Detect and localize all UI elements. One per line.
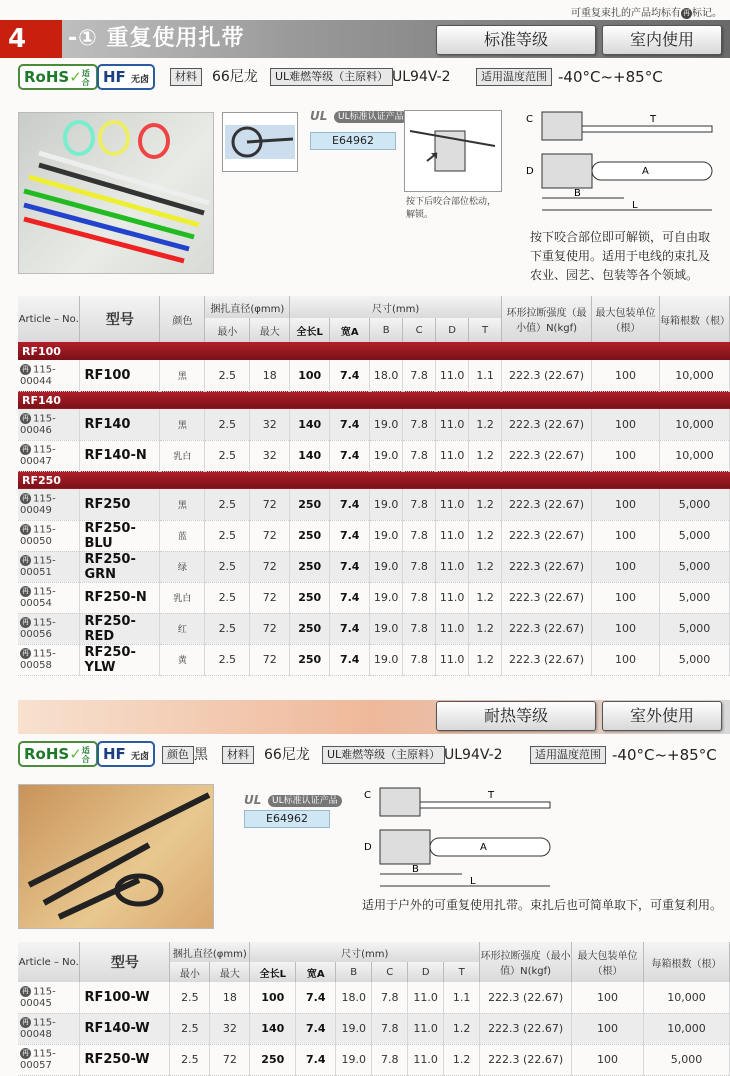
description-1: 按下咬合部位即可解锁，可自由取下重复使用。适用于电线的束扎及农业、园艺、包装等各个领域。 xyxy=(530,230,711,282)
dim-c-label: C xyxy=(526,114,533,125)
dimension-diagram xyxy=(524,110,724,220)
max-cell: 32 xyxy=(250,409,290,440)
c-cell: 7.8 xyxy=(372,1013,408,1044)
width-cell: 7.4 xyxy=(330,520,370,551)
width-cell: 7.4 xyxy=(296,982,336,1013)
material-label: 材料 xyxy=(170,68,202,86)
tensile-cell: 222.3 (22.67) xyxy=(502,613,592,644)
d-cell: 11.0 xyxy=(408,1044,444,1075)
model-name: RF250-RED xyxy=(80,613,160,644)
table-row xyxy=(18,613,730,644)
min-cell: 2.5 xyxy=(205,613,250,644)
length-cell: 250 xyxy=(290,613,330,644)
group-header: RF100 xyxy=(18,342,730,360)
d-cell: 11.0 xyxy=(408,982,444,1013)
d-cell: 11.0 xyxy=(436,551,469,582)
article-number: 再 115-00054 xyxy=(18,582,80,613)
length-cell: 250 xyxy=(290,489,330,520)
pack-cell: 100 xyxy=(592,409,660,440)
tensile-cell: 222.3 (22.67) xyxy=(502,644,592,675)
col2-t: T xyxy=(444,962,480,982)
b-cell: 19.0 xyxy=(370,440,403,471)
d-cell: 11.0 xyxy=(436,489,469,520)
max-cell: 32 xyxy=(250,440,290,471)
b-cell: 19.0 xyxy=(370,644,403,675)
reuse-mark-icon: 再 xyxy=(22,494,29,502)
tensile-cell: 222.3 (22.67) xyxy=(502,409,592,440)
col-max: 最大 xyxy=(250,318,290,342)
c-cell: 7.8 xyxy=(403,409,436,440)
b-cell: 19.0 xyxy=(336,1044,372,1075)
ring-tie-icon xyxy=(223,113,297,171)
max-cell: 18 xyxy=(210,982,250,1013)
model-name: RF140 xyxy=(80,409,160,440)
c-cell: 7.8 xyxy=(372,982,408,1013)
article-number: 再 115-00048 xyxy=(18,1013,80,1044)
reuse-mark-icon: 再 xyxy=(22,445,29,454)
article-number: 再 115-00058 xyxy=(18,644,80,675)
temp-label-2: 适用温度范围 xyxy=(530,746,606,764)
model-name: RF140-W xyxy=(80,1013,170,1044)
dim-a-label-2: A xyxy=(480,842,487,853)
box-cell: 5,000 xyxy=(659,613,729,644)
color-value-2: 黑 xyxy=(194,747,208,763)
ul-value: UL94V-2 xyxy=(392,69,451,85)
c-cell: 7.8 xyxy=(403,613,436,644)
t-cell: 1.2 xyxy=(469,520,502,551)
col2-size: 尺寸(mm) xyxy=(250,942,480,962)
col-bundle: 捆扎直径(φmm) xyxy=(205,296,290,318)
col-d: D xyxy=(436,318,469,342)
pack-cell: 100 xyxy=(592,440,660,471)
b-cell: 18.0 xyxy=(370,360,403,391)
table-row xyxy=(18,520,730,551)
dim-b-label: B xyxy=(574,188,581,199)
description-2: 适用于户外的可重复使用扎带。束扎后也可简单取下，可重复利用。 xyxy=(362,898,723,912)
dim-b-label-2: B xyxy=(412,864,419,875)
color-cell: 黑 xyxy=(160,489,205,520)
width-cell: 7.4 xyxy=(330,613,370,644)
tensile-cell: 222.3 (22.67) xyxy=(502,551,592,582)
min-cell: 2.5 xyxy=(205,644,250,675)
t-cell: 1.1 xyxy=(444,982,480,1013)
reuse-mark-icon: 再 xyxy=(22,987,29,995)
color-cell: 黑 xyxy=(160,360,205,391)
length-cell: 250 xyxy=(290,644,330,675)
pack-cell: 100 xyxy=(592,551,660,582)
dim-l-label: L xyxy=(632,200,638,211)
col2-model: 型号 xyxy=(80,942,170,982)
model-name: RF100-W xyxy=(80,982,170,1013)
b-cell: 19.0 xyxy=(370,489,403,520)
t-cell: 1.2 xyxy=(469,489,502,520)
max-cell: 72 xyxy=(250,520,290,551)
length-cell: 100 xyxy=(250,982,296,1013)
c-cell: 7.8 xyxy=(403,551,436,582)
table-row xyxy=(18,1044,730,1075)
max-cell: 72 xyxy=(250,489,290,520)
box-cell: 5,000 xyxy=(659,582,729,613)
pack-cell: 100 xyxy=(592,613,660,644)
t-cell: 1.2 xyxy=(469,440,502,471)
table-row xyxy=(18,489,730,520)
reuse-mark-icon: 再 xyxy=(22,414,29,422)
c-cell: 7.8 xyxy=(403,644,436,675)
table-row xyxy=(18,440,730,471)
col2-max: 最大 xyxy=(210,962,250,982)
length-cell: 140 xyxy=(290,440,330,471)
ul-logo: UL xyxy=(310,109,328,123)
ul-logo-2: UL xyxy=(244,793,262,807)
t-cell: 1.2 xyxy=(444,1044,480,1075)
col-box: 每箱根数（根） xyxy=(659,296,729,342)
d-cell: 11.0 xyxy=(436,613,469,644)
min-cell: 2.5 xyxy=(205,582,250,613)
reuse-mark-icon: 再 xyxy=(22,556,29,565)
t-cell: 1.2 xyxy=(469,551,502,582)
tensile-cell: 222.3 (22.67) xyxy=(502,360,592,391)
col2-a: 宽A xyxy=(296,962,336,982)
ul-cert-number-2: E64962 xyxy=(244,810,330,828)
b-cell: 19.0 xyxy=(370,551,403,582)
top-note: 可重复束扎的产品均标有 再 标记。 xyxy=(571,8,722,19)
width-cell: 7.4 xyxy=(330,440,370,471)
reuse-mark-icon: 再 xyxy=(22,649,29,658)
b-cell: 19.0 xyxy=(370,520,403,551)
table-row xyxy=(18,360,730,391)
width-cell: 7.4 xyxy=(330,409,370,440)
spec-table-1 xyxy=(18,296,730,676)
grade-tag-2: 耐热等级 xyxy=(436,701,596,731)
min-cell: 2.5 xyxy=(205,409,250,440)
min-cell: 2.5 xyxy=(205,489,250,520)
pack-cell: 100 xyxy=(592,360,660,391)
col-min: 最小 xyxy=(205,318,250,342)
d-cell: 11.0 xyxy=(436,644,469,675)
box-cell: 5,000 xyxy=(659,489,729,520)
length-cell: 140 xyxy=(250,1013,296,1044)
model-name: RF250-N xyxy=(80,582,160,613)
dim-t-label-2: T xyxy=(488,790,495,801)
reuse-mark-icon: 再 xyxy=(22,618,29,627)
col-color: 颜色 xyxy=(160,296,205,342)
length-cell: 250 xyxy=(250,1044,296,1075)
t-cell: 1.2 xyxy=(469,409,502,440)
release-caption: 按下后咬合部位松动，解锁。 xyxy=(406,197,497,220)
pack-cell: 100 xyxy=(592,489,660,520)
ul-cert-number: E64962 xyxy=(310,132,396,150)
max-cell: 72 xyxy=(210,1044,250,1075)
section-number: 4 xyxy=(0,20,62,58)
material-value: 66尼龙 xyxy=(212,69,258,85)
ul-label: UL难燃等级（主原料） xyxy=(270,68,393,86)
col-pack: 最大包装单位（根） xyxy=(592,296,660,342)
color-cell: 黄 xyxy=(160,644,205,675)
rohs-badge: RoHS✓适合 xyxy=(18,64,98,90)
max-cell: 72 xyxy=(250,644,290,675)
reuse-mark-icon: 再 xyxy=(22,587,29,596)
col-b: B xyxy=(370,318,403,342)
tensile-cell: 222.3 (22.67) xyxy=(502,582,592,613)
model-name: RF250-W xyxy=(80,1044,170,1075)
ul-badge: UL标准认证产品 xyxy=(334,111,408,123)
length-cell: 250 xyxy=(290,582,330,613)
temp-value-2: -40°C~+85°C xyxy=(612,746,717,764)
article-number: 再 115-00056 xyxy=(18,613,80,644)
spec-table-2 xyxy=(18,942,730,1076)
section-title: -① 重复使用扎带 xyxy=(68,26,245,51)
tensile-cell: 222.3 (22.67) xyxy=(502,440,592,471)
pack-cell: 100 xyxy=(572,1013,644,1044)
color-cell: 乳白 xyxy=(160,582,205,613)
max-cell: 72 xyxy=(250,582,290,613)
d-cell: 11.0 xyxy=(436,360,469,391)
col2-l: 全长L xyxy=(250,962,296,982)
b-cell: 19.0 xyxy=(370,582,403,613)
c-cell: 7.8 xyxy=(403,440,436,471)
rohs-badge-2: RoHS✓适合 xyxy=(18,741,98,767)
box-cell: 5,000 xyxy=(644,1044,730,1075)
b-cell: 19.0 xyxy=(370,409,403,440)
model-name: RF140-N xyxy=(80,440,160,471)
article-number: 再 115-00057 xyxy=(18,1044,80,1075)
table-row xyxy=(18,982,730,1013)
col-a: 宽A xyxy=(330,318,370,342)
col-c: C xyxy=(403,318,436,342)
hf-badge-2: HF 无卤 xyxy=(97,741,155,767)
width-cell: 7.4 xyxy=(330,644,370,675)
tensile-cell: 222.3 (22.67) xyxy=(502,489,592,520)
group-header: RF140 xyxy=(18,391,730,409)
model-name: RF250 xyxy=(80,489,160,520)
table-row xyxy=(18,409,730,440)
dim-d-label: D xyxy=(526,166,534,177)
table-row xyxy=(18,1013,730,1044)
article-number: 再 115-00049 xyxy=(18,489,80,520)
box-cell: 10,000 xyxy=(644,1013,730,1044)
reuse-mark-icon: 再 xyxy=(22,1018,29,1027)
reuse-mark-icon: 再 xyxy=(22,1049,29,1058)
min-cell: 2.5 xyxy=(170,1044,210,1075)
article-number: 再 115-00050 xyxy=(18,520,80,551)
b-cell: 18.0 xyxy=(336,982,372,1013)
article-number: 再 115-00045 xyxy=(18,982,80,1013)
c-cell: 7.8 xyxy=(403,582,436,613)
col2-b: B xyxy=(336,962,372,982)
box-cell: 10,000 xyxy=(659,409,729,440)
col2-tensile: 环形拉断强度（最小值）N(kgf) xyxy=(480,942,572,982)
col-model: 型号 xyxy=(80,296,160,342)
color-cell: 黑 xyxy=(160,409,205,440)
width-cell: 7.4 xyxy=(330,360,370,391)
article-number: 再 115-00044 xyxy=(18,360,80,391)
box-cell: 10,000 xyxy=(659,440,729,471)
col2-article: Article – No. xyxy=(18,942,80,982)
col2-box: 每箱根数（根） xyxy=(644,942,730,982)
min-cell: 2.5 xyxy=(205,440,250,471)
ul-badge-2: UL标准认证产品 xyxy=(268,795,342,807)
width-cell: 7.4 xyxy=(330,551,370,582)
color-cell: 蓝 xyxy=(160,520,205,551)
article-number: 再 115-00051 xyxy=(18,551,80,582)
temp-value: -40°C~+85°C xyxy=(558,68,663,86)
max-cell: 72 xyxy=(250,613,290,644)
dim-a-label: A xyxy=(642,166,649,177)
model-name: RF250-BLU xyxy=(80,520,160,551)
c-cell: 7.8 xyxy=(403,360,436,391)
release-diagram xyxy=(404,110,502,192)
color-cell: 绿 xyxy=(160,551,205,582)
col-tensile: 环形拉断强度（最小值）N(kgf) xyxy=(502,296,592,342)
t-cell: 1.2 xyxy=(469,644,502,675)
color-cell: 乳白 xyxy=(160,440,205,471)
col2-bundle: 捆扎直径(φmm) xyxy=(170,942,250,962)
c-cell: 7.8 xyxy=(403,520,436,551)
col-t: T xyxy=(469,318,502,342)
model-name: RF250-GRN xyxy=(80,551,160,582)
table-row xyxy=(18,644,730,675)
box-cell: 10,000 xyxy=(644,982,730,1013)
article-number: 再 115-00047 xyxy=(18,440,80,471)
ul-label-2: UL难燃等级（主原料） xyxy=(322,746,445,764)
length-cell: 100 xyxy=(290,360,330,391)
material-value-2: 66尼龙 xyxy=(264,747,310,763)
c-cell: 7.8 xyxy=(372,1044,408,1075)
col-article: Article – No. xyxy=(18,296,80,342)
b-cell: 19.0 xyxy=(336,1013,372,1044)
max-cell: 72 xyxy=(250,551,290,582)
tensile-cell: 222.3 (22.67) xyxy=(480,1013,572,1044)
model-name: RF100 xyxy=(80,360,160,391)
dim-c-label-2: C xyxy=(364,790,371,801)
tensile-cell: 222.3 (22.67) xyxy=(480,1044,572,1075)
cable-ties-image xyxy=(19,113,215,275)
group-header: RF250 xyxy=(18,471,730,489)
max-cell: 32 xyxy=(210,1013,250,1044)
tensile-cell: 222.3 (22.67) xyxy=(502,520,592,551)
b-cell: 19.0 xyxy=(370,613,403,644)
width-cell: 7.4 xyxy=(296,1044,336,1075)
usage-tag-2: 室外使用 xyxy=(602,701,722,731)
box-cell: 10,000 xyxy=(659,360,729,391)
article-number: 再 115-00046 xyxy=(18,409,80,440)
min-cell: 2.5 xyxy=(205,520,250,551)
col2-pack: 最大包装单位（根） xyxy=(572,942,644,982)
table-row xyxy=(18,551,730,582)
pack-cell: 100 xyxy=(592,644,660,675)
hf-badge: HF 无卤 xyxy=(97,64,155,90)
d-cell: 11.0 xyxy=(436,440,469,471)
length-cell: 140 xyxy=(290,409,330,440)
col2-d: D xyxy=(408,962,444,982)
col2-min: 最小 xyxy=(170,962,210,982)
ul-value-2: UL94V-2 xyxy=(444,747,503,763)
d-cell: 11.0 xyxy=(408,1013,444,1044)
temp-label: 适用温度范围 xyxy=(476,68,552,86)
dim-d-label-2: D xyxy=(364,842,372,853)
d-cell: 11.0 xyxy=(436,582,469,613)
t-cell: 1.1 xyxy=(469,360,502,391)
dim-l-label-2: L xyxy=(470,876,476,887)
reuse-mark-icon: 再 xyxy=(22,365,29,373)
width-cell: 7.4 xyxy=(330,489,370,520)
d-cell: 11.0 xyxy=(436,520,469,551)
c-cell: 7.8 xyxy=(403,489,436,520)
box-cell: 5,000 xyxy=(659,644,729,675)
min-cell: 2.5 xyxy=(170,1013,210,1044)
model-name: RF250-YLW xyxy=(80,644,160,675)
press-release-icon xyxy=(405,111,501,191)
material-label-2: 材料 xyxy=(222,746,254,764)
dim-t-label: T xyxy=(650,114,657,125)
reuse-mark-icon: 再 xyxy=(22,525,29,534)
d-cell: 11.0 xyxy=(436,409,469,440)
width-cell: 7.4 xyxy=(296,1013,336,1044)
product-photo-2 xyxy=(18,784,214,929)
box-cell: 5,000 xyxy=(659,520,729,551)
min-cell: 2.5 xyxy=(170,982,210,1013)
usage-tag: 室内使用 xyxy=(602,25,722,55)
max-cell: 18 xyxy=(250,360,290,391)
table-row xyxy=(18,582,730,613)
col2-c: C xyxy=(372,962,408,982)
pack-cell: 100 xyxy=(592,520,660,551)
width-cell: 7.4 xyxy=(330,582,370,613)
min-cell: 2.5 xyxy=(205,360,250,391)
col-l: 全长L xyxy=(290,318,330,342)
pack-cell: 100 xyxy=(572,982,644,1013)
box-cell: 5,000 xyxy=(659,551,729,582)
black-ties-image xyxy=(19,785,215,930)
t-cell: 1.2 xyxy=(469,613,502,644)
length-cell: 250 xyxy=(290,551,330,582)
pack-cell: 100 xyxy=(572,1044,644,1075)
color-cell: 红 xyxy=(160,613,205,644)
t-cell: 1.2 xyxy=(444,1013,480,1044)
tie-diagram xyxy=(222,112,298,172)
pack-cell: 100 xyxy=(592,582,660,613)
t-cell: 1.2 xyxy=(469,582,502,613)
tensile-cell: 222.3 (22.67) xyxy=(480,982,572,1013)
grade-tag: 标准等级 xyxy=(436,25,596,55)
color-label-2: 颜色 xyxy=(162,746,194,764)
min-cell: 2.5 xyxy=(205,551,250,582)
product-photo xyxy=(18,112,214,274)
length-cell: 250 xyxy=(290,520,330,551)
reuse-mark-icon: 再 xyxy=(683,8,690,17)
dimension-diagram-2 xyxy=(362,786,562,896)
col-size: 尺寸(mm) xyxy=(290,296,502,318)
